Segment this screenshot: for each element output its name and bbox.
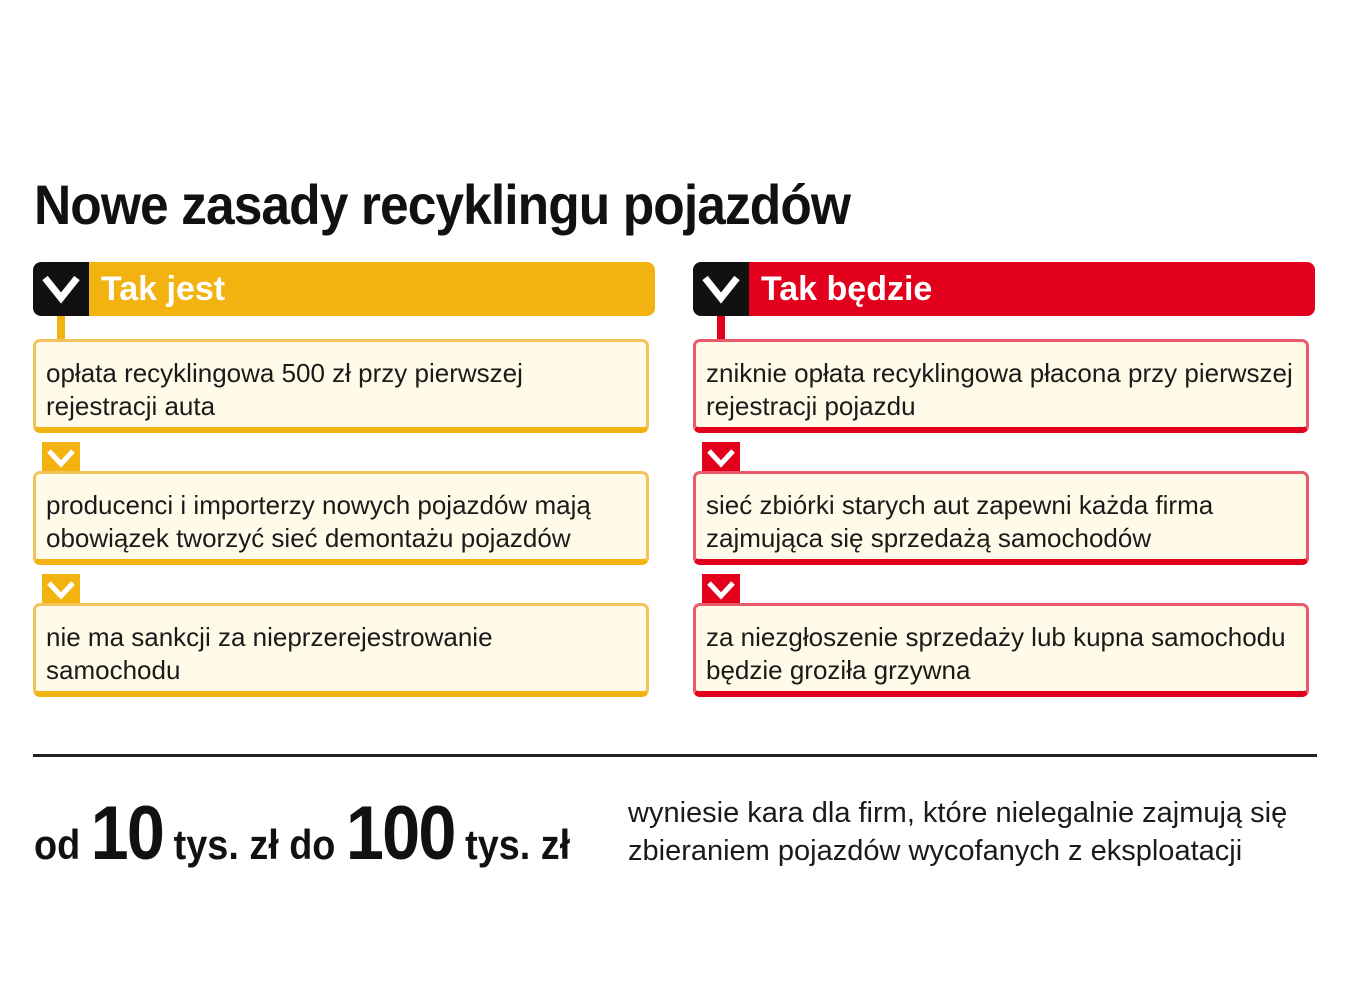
column-future (693, 262, 1315, 712)
column-current (33, 262, 655, 712)
penalty-min: 10 (90, 791, 164, 876)
list-item: nie ma sankcji za nieprzerejestrowanie samochodu (33, 603, 649, 697)
chevron-down-icon (42, 442, 80, 474)
connector-stem (717, 316, 725, 340)
chevron-down-icon (702, 442, 740, 474)
penalty-max: 100 (345, 791, 455, 876)
header-label: Tak jest (101, 270, 226, 308)
divider (33, 754, 1317, 757)
header-future (693, 262, 1315, 316)
chevron-down-icon (693, 262, 749, 316)
penalty-suffix: tys. zł (454, 821, 571, 868)
header-label: Tak będzie (761, 270, 933, 308)
page-title: Nowe zasady recyklingu pojazdów (34, 173, 851, 236)
list-item: opłata recyklingowa 500 zł przy pierwszej rejestracji auta (33, 339, 649, 433)
list-item: za niezgłoszenie sprzedaży lub kupna samochodu będzie groziła grzywna (693, 603, 1309, 697)
penalty-range (34, 790, 570, 877)
chevron-down-icon (33, 262, 89, 316)
list-item: zniknie opłata recyklingowa płacona przy pierwszej rejestracji pojazdu (693, 339, 1309, 433)
penalty-note: wyniesie kara dla firm, które nielegalnie zajmują się zbieraniem pojazdów wycofanych z eksploatacji (628, 797, 1288, 867)
penalty-middle: tys. zł do (163, 821, 346, 868)
header-current (33, 262, 655, 316)
list-item: sieć zbiórki starych aut zapewni każda firma zajmująca się sprzedażą samochodów (693, 471, 1309, 565)
list-item: producenci i importerzy nowych pojazdów mają obowiązek tworzyć sieć demontażu pojazdów (33, 471, 649, 565)
chevron-down-icon (702, 574, 740, 606)
penalty-prefix: od (34, 821, 91, 868)
chevron-down-icon (42, 574, 80, 606)
connector-stem (57, 316, 65, 340)
